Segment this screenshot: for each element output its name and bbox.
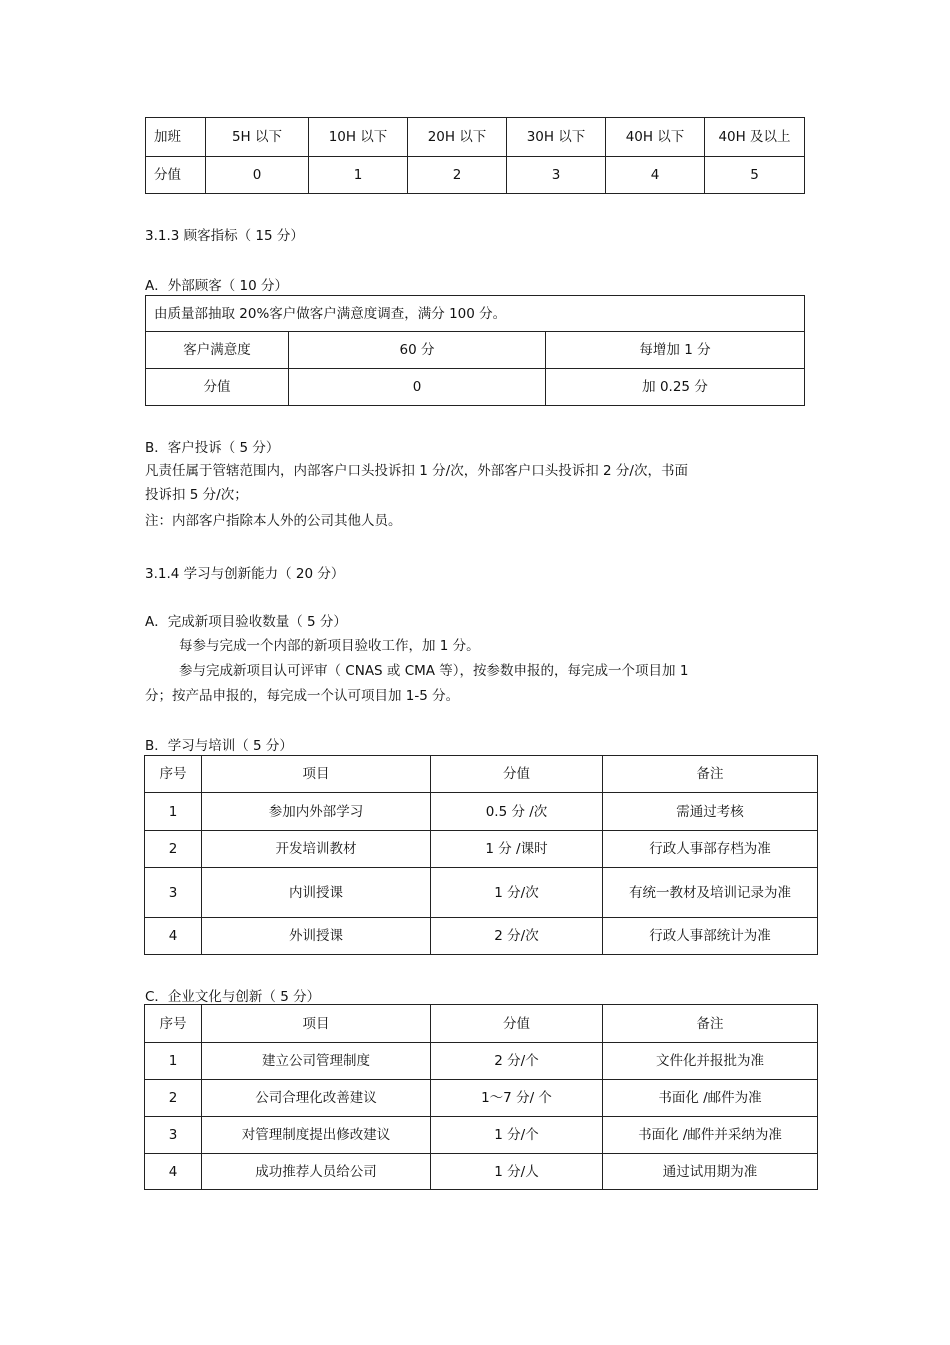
innovation-header-row: [145, 1005, 818, 1043]
table-cell: 对管理制度提出修改建议: [202, 1117, 431, 1154]
section-314-b-heading: B．学习与培训（ 5 分）: [145, 738, 293, 754]
table-cell: 3: [145, 1117, 202, 1154]
overtime-score-row: [146, 157, 805, 194]
table-cell: 60 分: [289, 332, 546, 369]
table-cell: 书面化 /邮件并采纳为准: [603, 1117, 818, 1154]
section-313-b-note: 注：内部客户指除本人外的公司其他人员。: [145, 513, 402, 529]
table-cell: 外训授课: [202, 918, 431, 955]
table-cell: 3: [145, 868, 202, 918]
table-row: [145, 1117, 818, 1154]
table-cell: 开发培训教材: [202, 831, 431, 868]
table-header: 项目: [202, 1005, 431, 1043]
section-313-b-heading: B．客户投诉（ 5 分）: [145, 440, 280, 456]
table-cell: 成功推荐人员给公司: [202, 1154, 431, 1190]
table-cell: 2 分/次: [431, 918, 603, 955]
satisfaction-row: [146, 332, 805, 369]
table-cell: 通过试用期为准: [603, 1154, 818, 1190]
table-cell: 分值: [146, 157, 206, 194]
section-314-c-heading: C．企业文化与创新（ 5 分）: [145, 989, 321, 1005]
table-cell: 行政人事部存档为准: [603, 831, 818, 868]
satisfaction-table: [145, 295, 805, 406]
table-cell: 加班: [146, 118, 206, 157]
table-cell: 文件化并报批为准: [603, 1043, 818, 1080]
section-314-a-line3: 分；按产品申报的，每完成一个认可项目加 1-5 分。: [145, 688, 460, 704]
table-row: [145, 1043, 818, 1080]
section-314-heading: 3.1.4 学习与创新能力（ 20 分）: [145, 566, 345, 582]
overtime-header-row: [146, 118, 805, 157]
table-cell: 公司合理化改善建议: [202, 1080, 431, 1117]
table-cell: 3: [507, 157, 606, 194]
innovation-table: [144, 1004, 818, 1190]
overtime-table: [145, 117, 805, 194]
table-header: 分值: [431, 1005, 603, 1043]
table-cell: 4: [606, 157, 705, 194]
section-314-a-line1: 每参与完成一个内部的新项目验收工作，加 1 分。: [179, 638, 480, 654]
table-header: 项目: [202, 756, 431, 793]
table-row: [145, 918, 818, 955]
section-313-b-line1: 凡责任属于管辖范围内，内部客户口头投诉扣 1 分/次，外部客户口头投诉扣 2 分/次，书面: [145, 463, 688, 479]
table-cell: 1～7 分/ 个: [431, 1080, 603, 1117]
section-313-b-line2: 投诉扣 5 分/次；: [145, 487, 248, 503]
table-cell: 1: [309, 157, 408, 194]
section-313-heading: 3.1.3 顾客指标（ 15 分）: [145, 228, 304, 244]
table-cell: 0: [289, 369, 546, 406]
satisfaction-note-row: [146, 296, 805, 332]
table-cell: 5H 以下: [206, 118, 309, 157]
table-cell: 分值: [146, 369, 289, 406]
table-cell: 内训授课: [202, 868, 431, 918]
table-cell: 1 分 /课时: [431, 831, 603, 868]
table-cell: 4: [145, 1154, 202, 1190]
table-cell: 2: [145, 831, 202, 868]
table-cell: 建立公司管理制度: [202, 1043, 431, 1080]
table-row: [145, 831, 818, 868]
table-header: 备注: [603, 1005, 818, 1043]
table-cell: 需通过考核: [603, 793, 818, 831]
table-cell: 参加内外部学习: [202, 793, 431, 831]
table-cell: 0.5 分 /次: [431, 793, 603, 831]
table-cell: 40H 以下: [606, 118, 705, 157]
satisfaction-note: 由质量部抽取 20%客户做客户满意度调查，满分 100 分。: [146, 296, 805, 332]
section-314-a-heading: A．完成新项目验收数量（ 5 分）: [145, 614, 347, 630]
table-cell: 4: [145, 918, 202, 955]
table-cell: 1 分/次: [431, 868, 603, 918]
table-cell: 30H 以下: [507, 118, 606, 157]
table-cell: 每增加 1 分: [546, 332, 805, 369]
table-cell: 40H 及以上: [705, 118, 805, 157]
table-row: [145, 1154, 818, 1190]
table-cell: 20H 以下: [408, 118, 507, 157]
section-313-a-heading: A．外部顾客（ 10 分）: [145, 278, 288, 294]
table-cell: 2: [408, 157, 507, 194]
section-314-a-line2: 参与完成新项目认可评审（ CNAS 或 CMA 等），按参数申报的，每完成一个项目加 1: [179, 663, 689, 679]
table-cell: 2 分/个: [431, 1043, 603, 1080]
table-cell: 10H 以下: [309, 118, 408, 157]
table-row: [145, 1080, 818, 1117]
table-header: 备注: [603, 756, 818, 793]
table-header: 序号: [145, 756, 202, 793]
training-table: [144, 755, 818, 955]
table-cell: 1: [145, 1043, 202, 1080]
table-cell: 有统一教材及培训记录为准: [603, 868, 818, 918]
training-header-row: [145, 756, 818, 793]
table-cell: 加 0.25 分: [546, 369, 805, 406]
table-cell: 0: [206, 157, 309, 194]
table-cell: 1 分/个: [431, 1117, 603, 1154]
table-header: 序号: [145, 1005, 202, 1043]
table-cell: 5: [705, 157, 805, 194]
table-cell: 书面化 /邮件为准: [603, 1080, 818, 1117]
table-cell: 客户满意度: [146, 332, 289, 369]
table-cell: 1 分/人: [431, 1154, 603, 1190]
satisfaction-score-row: [146, 369, 805, 406]
table-cell: 行政人事部统计为准: [603, 918, 818, 955]
table-header: 分值: [431, 756, 603, 793]
table-cell: 1: [145, 793, 202, 831]
table-row: [145, 868, 818, 918]
table-cell: 2: [145, 1080, 202, 1117]
table-row: [145, 793, 818, 831]
